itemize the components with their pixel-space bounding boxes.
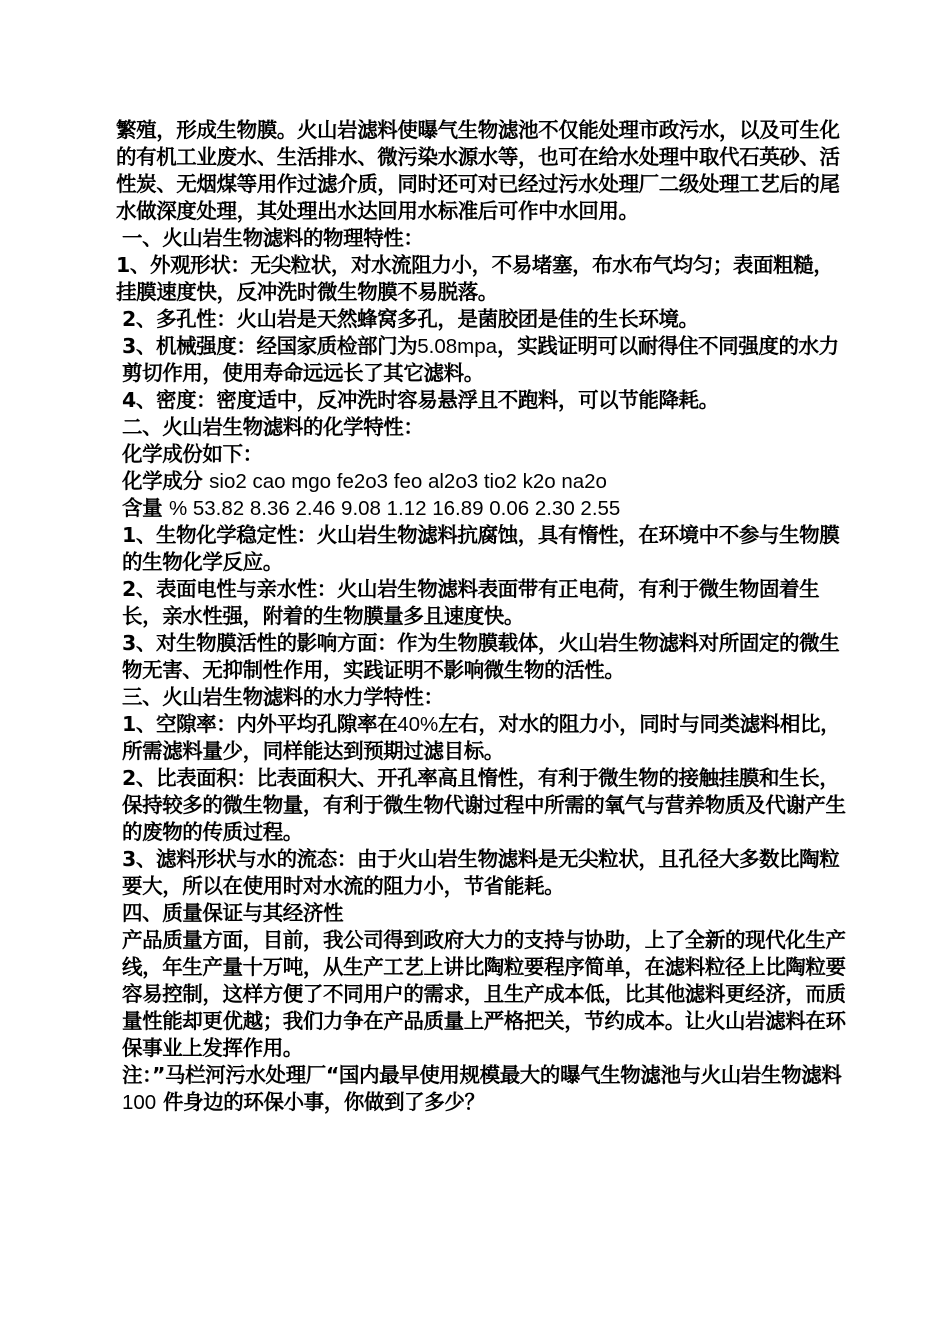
heading-physical-properties: 一、火山岩生物滤料的物理特性： [122, 226, 424, 250]
paragraph-flow-state: 3、滤料形状与水的流态：由于火山岩生物滤料是无尖粒状，且孔径大多数比陶粒要大，所以在使用时对水流的阻力小，节省能耗。 [122, 847, 840, 898]
paragraph-intro: 繁殖，形成生物膜。火山岩滤料使曝气生物滤池不仅能处理市政污水，以及可生化的有机工业废水、生活排水、微污染水源水等，也可在给水处理中取代石英砂、活性炭、无烟煤等用作过滤介质，同时还可对已经过污水处理厂二级处理工艺后的尾水做深度处理，其处理出水达回用水标准后可作中水回用。 [116, 118, 840, 223]
paragraph-appearance: 1、外观形状：无尖粒状，对水流阻力小，不易堵塞，布水布气均匀；表面粗糙，挂膜速度快，反冲洗时微生物膜不易脱落。 [116, 253, 834, 304]
paragraph-void-ratio: 1、空隙率：内外平均孔隙率在40%左右，对水的阻力小，同时与同类滤料相比，所需滤料量少，同样能达到预期过滤目标。 [122, 712, 841, 763]
paragraph-specific-surface: 2、比表面积：比表面积大、开孔率高且惰性，有利于微生物的接触挂膜和生长，保持较多的微生物量，有利于微生物代谢过程中所需的氧气与营养物质及代谢产生的废物的传质过程。 [122, 766, 846, 844]
composition-components-row: 化学成分 sio2 cao mgo fe2o3 feo al2o3 tio2 k2o na2o [122, 469, 607, 493]
heading-quality-economy: 四、质量保证与其经济性 [122, 901, 344, 925]
paragraph-composition-title: 化学成份如下： [122, 442, 263, 466]
paragraph-biofilm-activity: 3、对生物膜活性的影响方面：作为生物膜载体，火山岩生物滤料对所固定的微生物无害、无抑制性作用，实践证明不影响微生物的活性。 [122, 631, 840, 682]
paragraph-quality: 产品质量方面，目前，我公司得到政府大力的支持与协助，上了全新的现代化生产线，年生产量十万吨，从生产工艺上讲比陶粒要程序简单，在滤料粒径上比陶粒要容易控制，这样方便了不同用户的需求，且生产成本低，比其他滤料更经济，而质量性能却更优越；我们力争在产品质量上严格把关，节约成本。让火山岩滤料在环保事业上发挥作用。 [122, 928, 846, 1060]
heading-chemical-properties: 二、火山岩生物滤料的化学特性： [122, 415, 424, 439]
heading-hydraulic-properties: 三、火山岩生物滤料的水力学特性： [122, 685, 444, 709]
paragraph-porosity: 2、多孔性：火山岩是天然蜂窝多孔，是菌胶团是佳的生长环境。 [122, 307, 699, 331]
paragraph-mechanical-strength: 3、机械强度：经国家质检部门为5.08mpa，实践证明可以耐得住不同强度的水力剪切作用，使用寿命远远长了其它滤料。 [122, 334, 839, 385]
document-body [116, 117, 846, 1116]
paragraph-note: 注：”马栏河污水处理厂“国内最早使用规模最大的曝气生物滤池与火山岩生物滤料 [122, 1063, 842, 1087]
paragraph-closing: 100 件身边的环保小事，你做到了多少？ [122, 1090, 485, 1114]
paragraph-chemical-stability: 1、生物化学稳定性：火山岩生物滤料抗腐蚀，具有惰性，在环境中不参与生物膜的生物化学反应。 [122, 523, 840, 574]
paragraph-surface-charge: 2、表面电性与亲水性：火山岩生物滤料表面带有正电荷，有利于微生物固着生长，亲水性强，附着的生物膜量多且速度快。 [122, 577, 820, 628]
composition-content-row: 含量 % 53.82 8.36 2.46 9.08 1.12 16.89 0.06 2.30 2.55 [122, 496, 621, 520]
paragraph-density: 4、密度：密度适中，反冲洗时容易悬浮且不跑料，可以节能降耗。 [122, 388, 719, 412]
